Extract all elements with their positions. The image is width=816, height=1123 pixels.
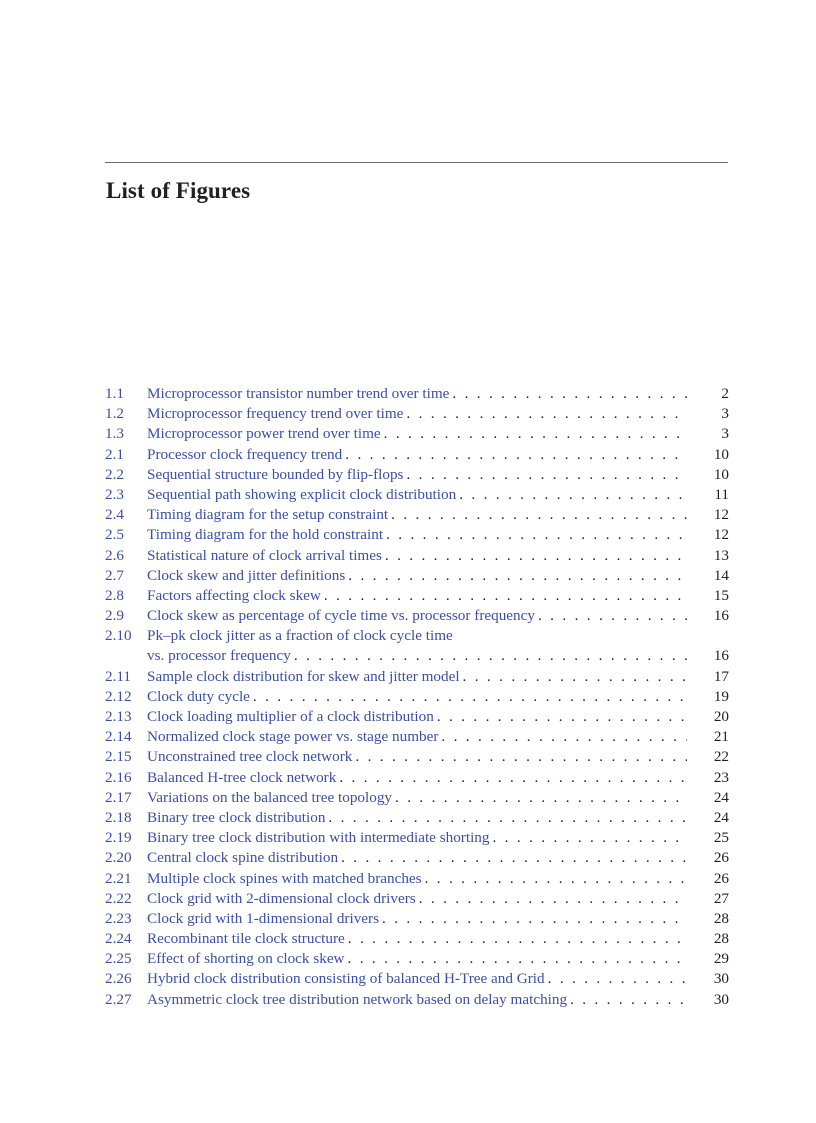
dot-leader [441, 727, 687, 747]
figure-entry[interactable] [105, 404, 729, 424]
page-number[interactable]: 15 [713, 586, 729, 604]
figure-caption [147, 990, 693, 1010]
dot-leader [341, 848, 687, 868]
dot-leader [348, 949, 687, 969]
figure-title[interactable]: Statistical nature of clock arrival times [147, 546, 382, 564]
page-number[interactable]: 2 [721, 385, 729, 402]
figure-caption-line [147, 869, 693, 889]
figure-caption-line [147, 606, 693, 626]
page-number[interactable]: 19 [713, 687, 729, 705]
figure-title[interactable]: Timing diagram for the setup constraint [147, 506, 389, 524]
figure-entry[interactable] [105, 384, 729, 404]
dot-leader [459, 485, 687, 505]
figure-title[interactable]: Normalized clock stage power vs. stage number [147, 728, 439, 746]
figure-caption-line [147, 929, 693, 949]
figure-number[interactable]: 2.1 [105, 445, 124, 463]
dot-leader [385, 546, 687, 566]
figure-entry[interactable] [105, 808, 729, 828]
page-number[interactable]: 24 [713, 808, 729, 826]
page-number[interactable]: 30 [713, 990, 729, 1008]
figure-entry[interactable] [105, 445, 729, 465]
figure-caption-line [147, 707, 693, 727]
figure-caption [147, 606, 693, 626]
figure-entry[interactable] [105, 768, 729, 788]
page-number[interactable]: 30 [713, 970, 729, 988]
figure-caption-line [147, 990, 693, 1010]
figure-caption [147, 384, 693, 404]
figure-caption-line [147, 768, 693, 788]
figure-title[interactable]: Clock grid with 1-dimensional drivers [147, 909, 379, 927]
page-number[interactable]: 21 [713, 728, 729, 746]
dot-leader [548, 969, 687, 989]
figure-title[interactable]: Recombinant tile clock structure [147, 930, 345, 948]
figure-title[interactable]: Hybrid clock distribution consisting of balanced H-Tree and Grid [147, 970, 545, 988]
figure-caption-line [147, 404, 693, 424]
page-number[interactable]: 3 [721, 405, 729, 423]
figure-entry[interactable] [105, 990, 729, 1010]
figure-title[interactable]: Binary tree clock distribution with intermediate shorting [147, 829, 490, 847]
figure-number[interactable]: 2.19 [105, 829, 132, 847]
figure-number[interactable]: 2.22 [105, 889, 132, 907]
figure-title[interactable]: Microprocessor frequency trend over time [147, 405, 404, 423]
dot-leader [425, 869, 687, 889]
figure-title[interactable]: Clock duty cycle [147, 687, 250, 705]
figure-number[interactable]: 2.12 [105, 687, 132, 705]
dot-leader [339, 768, 687, 788]
dot-leader [348, 566, 687, 586]
figure-title[interactable]: Pk–pk clock jitter as a fraction of clock cycle time [147, 627, 453, 645]
dot-leader [463, 667, 687, 687]
figure-entry[interactable] [105, 788, 729, 808]
figure-caption [147, 566, 693, 586]
figure-caption-line [147, 424, 693, 444]
figure-entry[interactable] [105, 505, 729, 525]
figure-caption [147, 848, 693, 868]
figure-title[interactable]: Variations on the balanced tree topology [147, 788, 393, 806]
dot-leader [384, 424, 687, 444]
page-number[interactable]: 3 [721, 425, 729, 443]
page-number[interactable]: 17 [713, 667, 729, 685]
figure-caption [147, 626, 693, 666]
figure-title[interactable]: Processor clock frequency trend [147, 445, 343, 463]
figure-entry[interactable] [105, 606, 729, 626]
figure-entry[interactable] [105, 525, 729, 545]
figure-caption-line [147, 828, 693, 848]
figure-title[interactable]: Central clock spine distribution [147, 849, 339, 867]
figure-entry[interactable] [105, 929, 729, 949]
figure-title-continuation[interactable]: vs. processor frequency [147, 647, 291, 665]
figure-entry[interactable] [105, 424, 729, 444]
figure-entry[interactable] [105, 747, 729, 767]
figure-number[interactable]: 2.8 [105, 586, 124, 604]
figure-entry[interactable] [105, 828, 729, 848]
dot-leader [324, 586, 687, 606]
page-number[interactable]: 20 [713, 708, 729, 726]
page-number[interactable]: 24 [713, 788, 729, 806]
figure-number[interactable]: 2.27 [105, 990, 132, 1008]
figure-caption-line [147, 667, 693, 687]
figure-number[interactable]: 2.5 [105, 526, 124, 544]
figure-entry[interactable] [105, 869, 729, 889]
figure-entry[interactable] [105, 909, 729, 929]
figure-title[interactable]: Multiple clock spines with matched branches [147, 869, 422, 887]
figure-caption-line [147, 808, 693, 828]
figure-number[interactable]: 2.13 [105, 708, 132, 726]
figure-title[interactable]: Sequential structure bounded by flip-flops [147, 465, 404, 483]
figure-entry[interactable] [105, 707, 729, 727]
figure-entry[interactable] [105, 727, 729, 747]
header-rule [105, 162, 728, 163]
figure-caption-line [147, 909, 693, 929]
figure-caption-line [147, 788, 693, 808]
page-number[interactable]: 12 [713, 526, 729, 544]
dot-leader [345, 445, 687, 465]
page-number[interactable]: 11 [714, 485, 729, 503]
dot-leader [570, 990, 687, 1010]
figure-caption-line [147, 889, 693, 909]
figure-title[interactable]: Microprocessor transistor number trend over time [147, 385, 450, 402]
figure-entry[interactable] [105, 465, 729, 485]
figure-caption [147, 687, 693, 707]
figure-title[interactable]: Clock loading multiplier of a clock distribution [147, 708, 434, 726]
figure-caption [147, 667, 693, 687]
dot-leader [328, 808, 687, 828]
page-number[interactable]: 13 [713, 546, 729, 564]
figure-caption-line [147, 384, 693, 404]
figure-caption [147, 424, 693, 444]
figure-title[interactable]: Microprocessor power trend over time [147, 425, 381, 443]
figure-entry[interactable] [105, 566, 729, 586]
figure-caption [147, 969, 693, 989]
figure-title[interactable]: Balanced H-tree clock network [147, 768, 337, 786]
figure-number[interactable]: 2.18 [105, 808, 132, 826]
figure-caption-line [147, 525, 693, 545]
page-number[interactable]: 16 [713, 607, 729, 625]
figure-number[interactable]: 2.9 [105, 607, 124, 625]
dot-leader [395, 788, 687, 808]
figure-number[interactable]: 2.6 [105, 546, 124, 564]
figure-entry[interactable] [105, 626, 729, 666]
figure-entry[interactable] [105, 889, 729, 909]
figure-caption-line [147, 485, 693, 505]
figure-number[interactable]: 1.3 [105, 425, 124, 443]
figure-caption [147, 808, 693, 828]
dot-leader [355, 747, 687, 767]
dot-leader [406, 465, 687, 485]
figure-title[interactable]: Binary tree clock distribution [147, 808, 326, 826]
page-number[interactable]: 22 [713, 748, 729, 766]
page-title: List of Figures [106, 178, 251, 203]
figure-caption [147, 404, 693, 424]
figure-caption-line [147, 566, 693, 586]
dot-leader [419, 889, 687, 909]
figure-title[interactable]: Effect of shorting on clock skew [147, 950, 345, 968]
figure-number[interactable]: 2.24 [105, 930, 132, 948]
figure-caption [147, 546, 693, 566]
figure-caption [147, 586, 693, 606]
figure-number[interactable]: 2.2 [105, 465, 124, 483]
figure-caption-line [147, 626, 693, 646]
figure-caption [147, 485, 693, 505]
dot-leader [406, 404, 687, 424]
figure-number[interactable]: 2.7 [105, 566, 124, 584]
figure-number[interactable]: 2.17 [105, 788, 132, 806]
figure-caption [147, 747, 693, 767]
figure-caption [147, 465, 693, 485]
figure-number[interactable]: 2.11 [105, 667, 132, 685]
figure-caption-line [147, 646, 693, 666]
figure-title[interactable]: Timing diagram for the hold constraint [147, 526, 384, 544]
page-number[interactable]: 29 [713, 950, 729, 968]
figure-caption-line [147, 687, 693, 707]
figure-caption-line [147, 949, 693, 969]
figure-entry[interactable] [105, 546, 729, 566]
figure-caption-line [147, 505, 693, 525]
figure-caption [147, 889, 693, 909]
page-number[interactable]: 26 [713, 869, 729, 887]
figure-number[interactable]: 2.20 [105, 849, 132, 867]
figure-caption-line [147, 465, 693, 485]
page-number[interactable]: 12 [713, 506, 729, 524]
figure-title[interactable]: Clock grid with 2-dimensional clock drivers [147, 889, 416, 907]
figure-number[interactable]: 2.10 [105, 627, 132, 645]
dot-leader [253, 687, 687, 707]
page-number[interactable]: 23 [713, 768, 729, 786]
figure-title[interactable]: Unconstrained tree clock network [147, 748, 353, 766]
figure-number[interactable]: 2.26 [105, 970, 132, 988]
dot-leader [391, 505, 687, 525]
page-number[interactable]: 10 [713, 445, 729, 463]
figure-caption [147, 445, 693, 465]
figure-caption [147, 727, 693, 747]
figure-caption-line [147, 848, 693, 868]
page-number[interactable]: 27 [713, 889, 729, 907]
figure-entry[interactable] [105, 485, 729, 505]
page-number[interactable]: 28 [713, 930, 729, 948]
dot-leader [294, 646, 687, 666]
figure-number[interactable]: 2.16 [105, 768, 132, 786]
figure-caption [147, 768, 693, 788]
figure-caption-line [147, 586, 693, 606]
figure-number[interactable]: 1.1 [105, 385, 124, 402]
dot-leader [382, 909, 687, 929]
figure-entry[interactable] [105, 969, 729, 989]
figure-caption-line [147, 969, 693, 989]
figure-caption [147, 949, 693, 969]
figure-number[interactable]: 2.14 [105, 728, 132, 746]
figure-number[interactable]: 2.23 [105, 909, 132, 927]
figure-caption-line [147, 747, 693, 767]
figure-number[interactable]: 2.25 [105, 950, 132, 968]
figure-title[interactable]: Clock skew and jitter definitions [147, 566, 346, 584]
figure-caption [147, 505, 693, 525]
figure-title[interactable]: Clock skew as percentage of cycle time vs. processor frequency [147, 607, 535, 625]
page-number[interactable]: 25 [713, 829, 729, 847]
page-number[interactable]: 28 [713, 909, 729, 927]
page-number[interactable]: 14 [713, 566, 729, 584]
dot-leader [452, 384, 687, 404]
page-number[interactable]: 10 [713, 465, 729, 483]
dot-leader [492, 828, 687, 848]
figure-caption [147, 929, 693, 949]
figure-caption [147, 525, 693, 545]
figure-number[interactable]: 2.15 [105, 748, 132, 766]
figure-caption [147, 869, 693, 889]
figure-number[interactable]: 2.21 [105, 869, 132, 887]
figure-entry[interactable] [105, 667, 729, 687]
figure-title[interactable]: Sample clock distribution for skew and jitter model [147, 667, 460, 685]
figure-caption [147, 707, 693, 727]
figure-entry[interactable] [105, 687, 729, 707]
figure-number[interactable]: 2.3 [105, 485, 124, 503]
page-number[interactable]: 26 [713, 849, 729, 867]
figure-caption [147, 909, 693, 929]
dot-leader [386, 525, 687, 545]
figure-caption [147, 828, 693, 848]
figure-title[interactable]: Factors affecting clock skew [147, 586, 321, 604]
figure-title[interactable]: Sequential path showing explicit clock distribution [147, 485, 457, 503]
figure-entry[interactable] [105, 586, 729, 606]
figure-caption-line [147, 546, 693, 566]
figure-caption-line [147, 727, 693, 747]
figure-caption-line [147, 445, 693, 465]
figure-number[interactable]: 1.2 [105, 405, 124, 423]
figure-entry[interactable] [105, 848, 729, 868]
dot-leader [538, 606, 687, 626]
figure-number[interactable]: 2.4 [105, 506, 124, 524]
figure-entry[interactable] [105, 949, 729, 969]
figure-caption [147, 788, 693, 808]
dot-leader [348, 929, 687, 949]
figure-list [105, 384, 729, 1010]
figure-title[interactable]: Asymmetric clock tree distribution network based on delay matching [147, 990, 568, 1008]
dot-leader [437, 707, 687, 727]
page-number[interactable]: 16 [713, 647, 729, 665]
